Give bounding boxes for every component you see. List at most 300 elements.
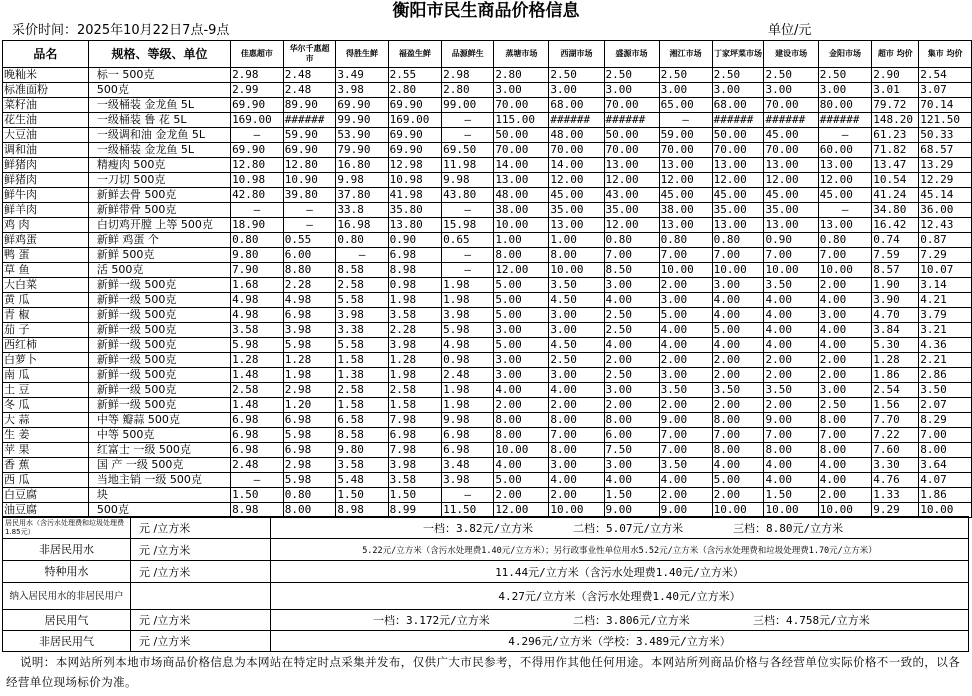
nonresident-water-row — [3, 539, 969, 561]
price-cell: 69.90 — [283, 143, 336, 158]
sub-header — [0, 22, 972, 40]
price-cell: 71.82 — [872, 143, 919, 158]
price-cell: 69.90 — [231, 98, 284, 113]
price-cell: 3.00 — [604, 83, 659, 98]
price-cell: 2.86 — [919, 368, 972, 383]
product-spec: 国 产 一级 500克 — [88, 458, 230, 473]
product-spec: 新鲜去骨 500克 — [88, 188, 230, 203]
price-cell: 3.00 — [764, 83, 818, 98]
table-row — [3, 428, 972, 443]
product-spec: 一级桶装 金龙鱼 5L — [88, 98, 230, 113]
nonresident-water-label: 非居民用水 — [3, 539, 131, 561]
price-cell: 0.74 — [872, 233, 919, 248]
price-cell: 45.00 — [549, 188, 604, 203]
price-cell: 43.80 — [442, 188, 494, 203]
table-row — [3, 248, 972, 263]
price-cell: — — [283, 218, 336, 233]
price-cell: ###### — [604, 113, 659, 128]
price-cell: 60.00 — [818, 143, 871, 158]
price-cell: 10.07 — [919, 263, 972, 278]
resident-gas-tier1: 一档：3.172元/立方米 — [373, 614, 490, 627]
price-cell: 69.90 — [388, 143, 441, 158]
resident-water-tier2: 二档：5.07元/立方米 — [573, 521, 684, 535]
price-cell: 5.48 — [336, 473, 388, 488]
price-cell: 48.00 — [549, 128, 604, 143]
price-cell: 12.80 — [231, 158, 284, 173]
product-spec: 精瘦肉 500克 — [88, 158, 230, 173]
price-cell: 9.80 — [231, 248, 284, 263]
price-cell: 6.98 — [388, 428, 441, 443]
product-spec: 一级桶装 鲁 花 5L — [88, 113, 230, 128]
product-spec: 活 500克 — [88, 263, 230, 278]
price-cell: 7.59 — [872, 248, 919, 263]
price-cell: 169.00 — [388, 113, 441, 128]
price-cell: 4.00 — [712, 338, 764, 353]
price-cell: 3.98 — [442, 473, 494, 488]
table-row — [3, 443, 972, 458]
price-cell: 2.55 — [388, 68, 441, 83]
price-cell: 9.80 — [336, 443, 388, 458]
price-cell: 2.54 — [872, 383, 919, 398]
price-cell: 11.98 — [442, 158, 494, 173]
price-cell: 70.00 — [712, 143, 764, 158]
table-row — [3, 68, 972, 83]
price-cell: 10.00 — [919, 503, 972, 518]
price-cell: 3.00 — [549, 368, 604, 383]
price-cell: 4.50 — [549, 293, 604, 308]
price-cell: 35.80 — [388, 203, 441, 218]
price-cell: 10.00 — [818, 503, 871, 518]
price-cell: 70.00 — [549, 143, 604, 158]
price-cell: 14.00 — [549, 158, 604, 173]
price-cell: 3.00 — [549, 308, 604, 323]
table-row — [3, 263, 972, 278]
price-cell: 48.00 — [494, 188, 549, 203]
price-cell: 7.60 — [872, 443, 919, 458]
price-cell: 7.00 — [712, 248, 764, 263]
price-cell: ###### — [712, 113, 764, 128]
price-cell: 2.58 — [388, 383, 441, 398]
price-cell: 6.58 — [336, 413, 388, 428]
special-water-value: 11.44元/立方米（含污水处理费1.40元/立方米） — [271, 561, 969, 583]
price-cell: 2.00 — [659, 353, 712, 368]
special-water-label: 特种用水 — [3, 561, 131, 583]
price-cell: ###### — [818, 113, 871, 128]
price-cell: 4.00 — [712, 293, 764, 308]
price-cell: 0.87 — [919, 233, 972, 248]
price-cell: 0.90 — [764, 233, 818, 248]
price-cell: 1.86 — [919, 488, 972, 503]
price-cell: 6.98 — [231, 443, 284, 458]
price-cell: 16.80 — [336, 158, 388, 173]
price-cell: 2.00 — [712, 488, 764, 503]
price-cell: 1.98 — [388, 293, 441, 308]
price-cell: 2.58 — [336, 278, 388, 293]
price-cell: 2.00 — [494, 398, 549, 413]
price-cell: 10.00 — [659, 263, 712, 278]
resident-gas-row — [3, 610, 969, 631]
price-cell: 10.00 — [494, 443, 549, 458]
price-cell: 50.33 — [919, 128, 972, 143]
price-cell: — — [442, 248, 494, 263]
price-cell: 3.49 — [336, 68, 388, 83]
price-cell: — — [659, 113, 712, 128]
price-cell: 7.00 — [659, 248, 712, 263]
product-spec: 白切鸡开膛 上等 500克 — [88, 218, 230, 233]
resident-water-unit: 元 /立方米 — [131, 517, 271, 539]
price-cell: 3.00 — [712, 278, 764, 293]
price-cell: 7.98 — [388, 443, 441, 458]
price-cell: 3.98 — [388, 338, 441, 353]
product-name: 大 蒜 — [3, 413, 89, 428]
price-cell: 5.98 — [283, 428, 336, 443]
price-cell: 45.00 — [712, 188, 764, 203]
price-cell: 2.00 — [712, 398, 764, 413]
price-cell: 3.98 — [388, 458, 441, 473]
product-name: 西红柿 — [3, 338, 89, 353]
price-cell: 12.00 — [659, 173, 712, 188]
price-cell: 6.98 — [442, 428, 494, 443]
price-cell: 121.50 — [919, 113, 972, 128]
table-row — [3, 368, 972, 383]
price-cell: 3.50 — [549, 278, 604, 293]
resident-gas-tier3: 三档：4.758元/立方米 — [753, 614, 870, 627]
included-nonresident-value: 4.27元/立方米（含污水处理费1.40元/立方米） — [271, 583, 969, 610]
price-cell: 6.98 — [388, 248, 441, 263]
price-cell: 1.86 — [872, 368, 919, 383]
price-cell: 70.00 — [764, 143, 818, 158]
price-cell: 1.50 — [764, 488, 818, 503]
price-cell: 8.98 — [388, 263, 441, 278]
price-cell: 1.28 — [231, 353, 284, 368]
price-cell: 8.00 — [818, 443, 871, 458]
table-row — [3, 143, 972, 158]
price-cell: 68.00 — [549, 98, 604, 113]
price-cell: 5.98 — [283, 473, 336, 488]
header-name: 品名 — [3, 41, 89, 68]
price-cell: 6.98 — [283, 443, 336, 458]
price-cell: 35.00 — [604, 203, 659, 218]
price-cell: 4.00 — [764, 323, 818, 338]
price-cell: 2.00 — [764, 353, 818, 368]
header-market: 得胜生鲜 — [336, 41, 388, 68]
product-name: 花生油 — [3, 113, 89, 128]
product-spec: 新鲜一级 500克 — [88, 398, 230, 413]
price-cell: 13.29 — [919, 158, 972, 173]
price-cell: 3.21 — [919, 323, 972, 338]
price-cell: 35.00 — [549, 203, 604, 218]
price-cell: 1.28 — [388, 353, 441, 368]
price-cell: 3.00 — [818, 83, 871, 98]
price-cell: 6.98 — [231, 413, 284, 428]
price-cell: 3.58 — [231, 323, 284, 338]
price-cell: 3.50 — [919, 383, 972, 398]
price-cell: 7.29 — [919, 248, 972, 263]
price-cell: 53.90 — [336, 128, 388, 143]
price-cell: 4.00 — [549, 473, 604, 488]
price-cell: 2.28 — [283, 278, 336, 293]
price-cell: 4.00 — [764, 338, 818, 353]
price-cell: 1.68 — [231, 278, 284, 293]
price-cell: 4.00 — [659, 338, 712, 353]
price-cell: 2.00 — [659, 398, 712, 413]
price-cell: 2.00 — [818, 278, 871, 293]
price-cell: 3.58 — [336, 458, 388, 473]
table-row — [3, 203, 972, 218]
product-name: 生 姜 — [3, 428, 89, 443]
resident-gas-tiers — [271, 610, 969, 631]
price-cell: 2.98 — [442, 68, 494, 83]
price-cell: 2.50 — [818, 68, 871, 83]
price-cell: 2.50 — [604, 323, 659, 338]
price-cell: 89.90 — [283, 98, 336, 113]
price-cell: 7.00 — [764, 428, 818, 443]
product-spec: 新鲜一级 500克 — [88, 368, 230, 383]
price-cell: 1.98 — [442, 383, 494, 398]
price-cell: 0.55 — [283, 233, 336, 248]
price-cell: 1.98 — [442, 278, 494, 293]
price-cell: 2.00 — [764, 368, 818, 383]
price-cell: — — [818, 128, 871, 143]
product-spec: 新鲜一级 500克 — [88, 338, 230, 353]
price-cell: 8.57 — [872, 263, 919, 278]
product-name: 白萝卜 — [3, 353, 89, 368]
price-cell: 2.21 — [919, 353, 972, 368]
product-spec: 新鲜一级 500克 — [88, 308, 230, 323]
price-cell: 8.00 — [818, 413, 871, 428]
price-cell: 36.00 — [919, 203, 972, 218]
price-cell: 7.50 — [604, 443, 659, 458]
product-name: 香 蕉 — [3, 458, 89, 473]
product-name: 青 椒 — [3, 308, 89, 323]
price-cell: 10.00 — [549, 503, 604, 518]
price-cell: 9.00 — [659, 503, 712, 518]
price-cell: 1.50 — [604, 488, 659, 503]
product-spec: 块 — [88, 488, 230, 503]
price-cell: 13.00 — [549, 218, 604, 233]
price-cell: 3.98 — [336, 308, 388, 323]
price-cell: 79.90 — [336, 143, 388, 158]
disclaimer-note: 说明：本网站所列本地市场商品价格信息为本网站在特定时点采集并发布，仅供广大市民参考，不得用作其他任何用途。本网站所列商品价格与各经营单位实际价格不一致的，以各经营单位现场标价为准。 — [6, 655, 961, 689]
nonresident-gas-value: 4.296元/立方米（学校：3.489元/立方米） — [271, 631, 969, 652]
product-spec: 新鲜 500克 — [88, 248, 230, 263]
price-cell: 12.29 — [919, 173, 972, 188]
price-cell: ###### — [549, 113, 604, 128]
price-cell: 12.80 — [283, 158, 336, 173]
price-cell: 7.90 — [231, 263, 284, 278]
price-cell: 70.00 — [659, 143, 712, 158]
price-cell: 70.14 — [919, 98, 972, 113]
price-cell: — — [231, 128, 284, 143]
product-spec: 500克 — [88, 503, 230, 518]
price-cell: 2.80 — [442, 83, 494, 98]
price-cell: — — [283, 203, 336, 218]
price-cell: 1.28 — [283, 353, 336, 368]
price-cell: 7.00 — [659, 428, 712, 443]
price-cell: 38.00 — [494, 203, 549, 218]
price-cell: 10.00 — [712, 263, 764, 278]
price-cell: 3.58 — [388, 308, 441, 323]
price-cell: 2.00 — [818, 368, 871, 383]
price-cell: 3.98 — [283, 323, 336, 338]
price-cell: 68.00 — [712, 98, 764, 113]
price-cell: — — [336, 248, 388, 263]
price-cell: 1.48 — [231, 398, 284, 413]
price-cell: 5.00 — [712, 473, 764, 488]
price-cell: 2.00 — [818, 353, 871, 368]
price-cell: 3.00 — [712, 83, 764, 98]
price-cell: 8.00 — [494, 413, 549, 428]
resident-gas-unit: 元 /立方米 — [131, 610, 271, 631]
price-cell: 4.00 — [604, 338, 659, 353]
price-cell: 8.99 — [388, 503, 441, 518]
price-cell: 4.98 — [442, 338, 494, 353]
price-cell: 2.07 — [919, 398, 972, 413]
price-cell: 2.48 — [442, 368, 494, 383]
utility-table — [2, 516, 969, 652]
price-cell: — — [818, 203, 871, 218]
price-cell: 4.00 — [494, 383, 549, 398]
product-name: 白豆腐 — [3, 488, 89, 503]
price-cell: 2.00 — [818, 488, 871, 503]
price-cell: 2.50 — [604, 308, 659, 323]
price-cell: 2.80 — [494, 68, 549, 83]
price-cell: 9.00 — [764, 413, 818, 428]
price-cell: 6.98 — [442, 443, 494, 458]
price-cell: — — [231, 473, 284, 488]
resident-gas-tier2: 二档：3.806元/立方米 — [573, 614, 690, 627]
price-cell: 3.98 — [442, 308, 494, 323]
price-cell: 4.36 — [919, 338, 972, 353]
price-cell: 16.98 — [336, 218, 388, 233]
product-name: 苹 果 — [3, 443, 89, 458]
price-cell: 33.8 — [336, 203, 388, 218]
price-cell: 70.00 — [494, 98, 549, 113]
price-cell: 12.43 — [919, 218, 972, 233]
price-cell: 8.00 — [549, 248, 604, 263]
nonresident-gas-unit: 元 /立方米 — [131, 631, 271, 652]
price-cell: 14.00 — [494, 158, 549, 173]
price-cell: 3.50 — [659, 458, 712, 473]
price-cell: 2.50 — [659, 68, 712, 83]
price-cell: 41.98 — [388, 188, 441, 203]
price-cell: 99.90 — [336, 113, 388, 128]
table-row — [3, 323, 972, 338]
price-cell: 3.00 — [494, 368, 549, 383]
price-cell: 10.00 — [549, 263, 604, 278]
price-cell: ###### — [283, 113, 336, 128]
product-spec: 新鲜一级 500克 — [88, 383, 230, 398]
price-cell: 59.00 — [659, 128, 712, 143]
price-cell: 10.00 — [764, 503, 818, 518]
price-cell: 10.90 — [283, 173, 336, 188]
price-cell: 1.00 — [494, 233, 549, 248]
table-row — [3, 188, 972, 203]
price-cell: 43.00 — [604, 188, 659, 203]
price-cell: 1.20 — [283, 398, 336, 413]
product-name: 大白菜 — [3, 278, 89, 293]
price-cell: 4.00 — [818, 293, 871, 308]
price-cell: 45.00 — [818, 188, 871, 203]
price-cell: 1.38 — [336, 368, 388, 383]
resident-water-tier1: 一档：3.82元/立方米 — [423, 521, 534, 535]
price-cell: 3.00 — [604, 383, 659, 398]
price-cell: 70.00 — [764, 98, 818, 113]
price-cell: 1.98 — [388, 368, 441, 383]
price-cell: 11.50 — [442, 503, 494, 518]
price-cell: ###### — [764, 113, 818, 128]
price-cell: 1.33 — [872, 488, 919, 503]
product-spec: 中等 500克 — [88, 428, 230, 443]
table-row — [3, 83, 972, 98]
price-cell: 69.90 — [388, 128, 441, 143]
product-name: 鲜鸡蛋 — [3, 233, 89, 248]
price-cell: 4.76 — [872, 473, 919, 488]
product-spec: 新鲜 鸡蛋 个 — [88, 233, 230, 248]
price-cell: 7.00 — [919, 428, 972, 443]
price-cell: — — [442, 263, 494, 278]
price-cell: 2.54 — [919, 68, 972, 83]
price-cell: 8.58 — [336, 428, 388, 443]
header-market: 西湖市场 — [549, 41, 604, 68]
price-cell: 3.48 — [442, 458, 494, 473]
table-row — [3, 98, 972, 113]
price-cell: 2.98 — [231, 68, 284, 83]
price-cell: 0.80 — [659, 233, 712, 248]
price-cell: 2.50 — [764, 68, 818, 83]
price-cell: 2.00 — [604, 398, 659, 413]
price-cell: 8.98 — [231, 503, 284, 518]
price-cell: 3.00 — [659, 83, 712, 98]
price-body — [3, 68, 972, 518]
price-cell: 8.00 — [604, 413, 659, 428]
price-cell: 70.00 — [604, 98, 659, 113]
price-cell: 5.00 — [712, 323, 764, 338]
price-cell: 8.00 — [919, 443, 972, 458]
price-cell: 5.98 — [283, 338, 336, 353]
price-cell: 13.47 — [872, 158, 919, 173]
header-market: 湘江市场 — [659, 41, 712, 68]
nonresident-water-unit: 元 /立方米 — [131, 539, 271, 561]
price-cell: 3.79 — [919, 308, 972, 323]
table-row — [3, 398, 972, 413]
header-market: 金阳市场 — [818, 41, 871, 68]
price-cell: 3.98 — [336, 83, 388, 98]
price-cell: 5.58 — [336, 293, 388, 308]
product-name: 大豆油 — [3, 128, 89, 143]
price-cell: 9.00 — [604, 503, 659, 518]
price-cell: 12.00 — [549, 173, 604, 188]
price-cell: 4.07 — [919, 473, 972, 488]
price-cell: 5.00 — [494, 473, 549, 488]
price-cell: 80.00 — [818, 98, 871, 113]
price-cell: 9.29 — [872, 503, 919, 518]
price-cell: 13.00 — [818, 158, 871, 173]
product-spec: 一级调和油 金龙鱼 5L — [88, 128, 230, 143]
price-cell: 12.00 — [764, 173, 818, 188]
price-cell: 0.98 — [442, 353, 494, 368]
price-cell: 69.50 — [442, 143, 494, 158]
price-cell: 61.23 — [872, 128, 919, 143]
price-cell: 4.00 — [604, 473, 659, 488]
included-nonresident-row — [3, 583, 969, 610]
price-cell: — — [442, 488, 494, 503]
header-market: 华尔千惠超 市 — [283, 41, 336, 68]
price-cell: 4.00 — [764, 293, 818, 308]
price-cell: 4.98 — [231, 293, 284, 308]
price-cell: 3.00 — [818, 308, 871, 323]
price-cell: 2.99 — [231, 83, 284, 98]
